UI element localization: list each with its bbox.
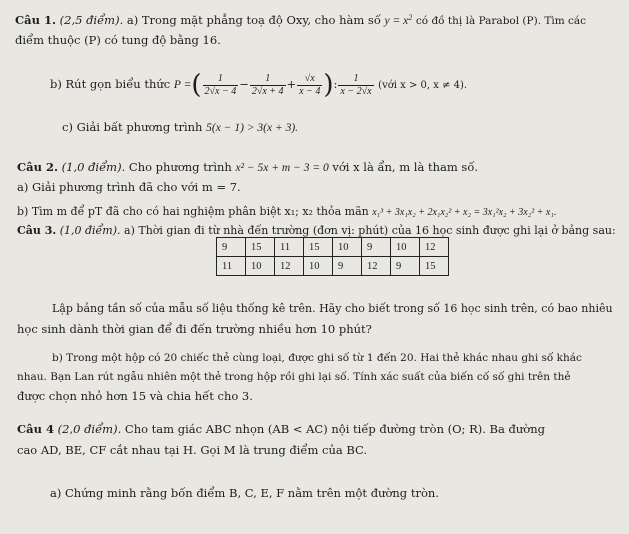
q3b-line-3: được chọn nhỏ hơn 15 và chia hết cho 3. [17, 389, 253, 403]
table-cell: 11 [217, 257, 246, 276]
q4-points: (2,0 điểm). [57, 422, 122, 436]
table-row [217, 238, 449, 257]
q4-line-2: cao AD, BE, CF cắt nhau tại H. Gọi M là trung điểm của BC. [17, 443, 368, 457]
q1a-text2: có đồ thị là Parabol (P). Tìm các [415, 15, 587, 27]
table-cell: 12 [275, 257, 304, 276]
table-cell: 11 [275, 238, 304, 257]
q1a-eq: $y = x^2$ [384, 13, 413, 27]
q3-line-1 [17, 224, 616, 238]
q1b-condition: (với x > 0, x ≠ 4). [378, 80, 468, 91]
q1b-fraction-4: $\frac{1}{x - 2√x}$ [340, 72, 372, 97]
q1-line-1 [15, 13, 586, 28]
q3-points: (1,0 điểm). [59, 224, 121, 237]
q2-intro2: với x là ẩn, m là tham số. [332, 160, 479, 174]
q2b-line [17, 205, 556, 220]
q4a-line: a) Chứng minh rằng bốn điểm B, C, E, F nằm trên một đường tròn. [50, 486, 439, 500]
table-cell: 9 [333, 257, 362, 276]
q1-label: Câu 1. [15, 13, 56, 27]
q1b-plus: + [286, 77, 297, 91]
q3a-line-3: học sinh dành thời gian để đi đến trường nhiều hơn 10 phút? [17, 322, 372, 336]
q1c-text: c) Giải bất phương trình [62, 120, 203, 134]
table-cell: 12 [420, 238, 449, 257]
paren-close: ) [323, 70, 334, 100]
table-cell: 15 [304, 238, 333, 257]
q3a-text: a) Thời gian đi từ nhà đến trường (đơn vị: phút) của 16 học sinh được ghi lại ở bảng sau: [124, 224, 616, 237]
q3a-line-2: Lập bảng tần số của mẫu số liệu thống kê trên. Hãy cho biết trong số 16 học sinh trên, có bao nhiêu [52, 302, 613, 315]
q1-points: (2,5 điểm). [59, 13, 124, 27]
q1b-line [50, 70, 467, 100]
table-cell: 10 [333, 238, 362, 257]
table-cell: 9 [391, 257, 420, 276]
q1c-line [62, 120, 298, 135]
q2-line-1 [17, 160, 478, 175]
q4-text: Cho tam giác ABC nhọn (AB < AC) nội tiếp đường tròn (O; R). Ba đường [124, 422, 545, 436]
q4-label: Câu 4 [17, 422, 54, 436]
table-cell: 9 [362, 238, 391, 257]
time-data-table [216, 237, 449, 276]
table-cell: 10 [391, 238, 420, 257]
q1b-colon: : [333, 77, 338, 91]
q1a-line-2: điểm thuộc (P) có tung độ bằng 16. [15, 33, 221, 47]
q2a-line: a) Giải phương trình đã cho với m = 7. [17, 180, 241, 194]
q2b-eq: x₁³ + 3x₁x₂ + 2x₁x₂² + x₂ = 3x₁²x₂ + 3x₂² + x₁. [372, 207, 557, 218]
q2-points: (1,0 điểm). [61, 160, 126, 174]
table-cell: 15 [246, 238, 275, 257]
q1b-fraction-2: $\frac{1}{2√x + 4}$ [251, 72, 284, 97]
q1b-P: P = [173, 79, 192, 91]
q3b-line-1: b) Trong một hộp có 20 chiếc thẻ cùng loại, được ghi số từ 1 đến 20. Hai thẻ khác nhau ghi số khác [52, 352, 582, 364]
q1b-fraction-3: $\frac{√x}{x - 4}$ [299, 72, 321, 97]
q1b-fraction-1: $\frac{1}{2√x - 4}$ [204, 72, 237, 97]
table-cell: 15 [420, 257, 449, 276]
q2-intro: Cho phương trình [128, 160, 232, 174]
table-cell: 10 [304, 257, 333, 276]
table-cell: 10 [246, 257, 275, 276]
q3-label: Câu 3. [17, 224, 57, 237]
q2-eq: x² − 5x + m − 3 = 0 [235, 162, 329, 174]
q1c-eq: 5(x − 1) > 3(x + 3). [206, 122, 299, 134]
table-cell: 12 [362, 257, 391, 276]
table-cell: 9 [217, 238, 246, 257]
q2-label: Câu 2. [17, 160, 58, 174]
q2b-text: b) Tìm m để pT đã cho có hai nghiệm phân biệt x₁; x₂ thỏa mãn [17, 205, 369, 218]
q4-line-1 [17, 422, 545, 436]
q1b-minus: − [239, 77, 249, 91]
q3b-line-2: nhau. Bạn Lan rút ngẫu nhiên một thẻ trong hộp rồi ghi lại số. Tính xác suất của biến cố số ghi trên thẻ [17, 371, 571, 383]
q1b-text: b) Rút gọn biểu thức [50, 77, 171, 91]
q1a-text: a) Trong mặt phẳng toạ độ Oxy, cho hàm số [126, 13, 381, 27]
table-row [217, 257, 449, 276]
paren-open: ( [191, 70, 202, 100]
